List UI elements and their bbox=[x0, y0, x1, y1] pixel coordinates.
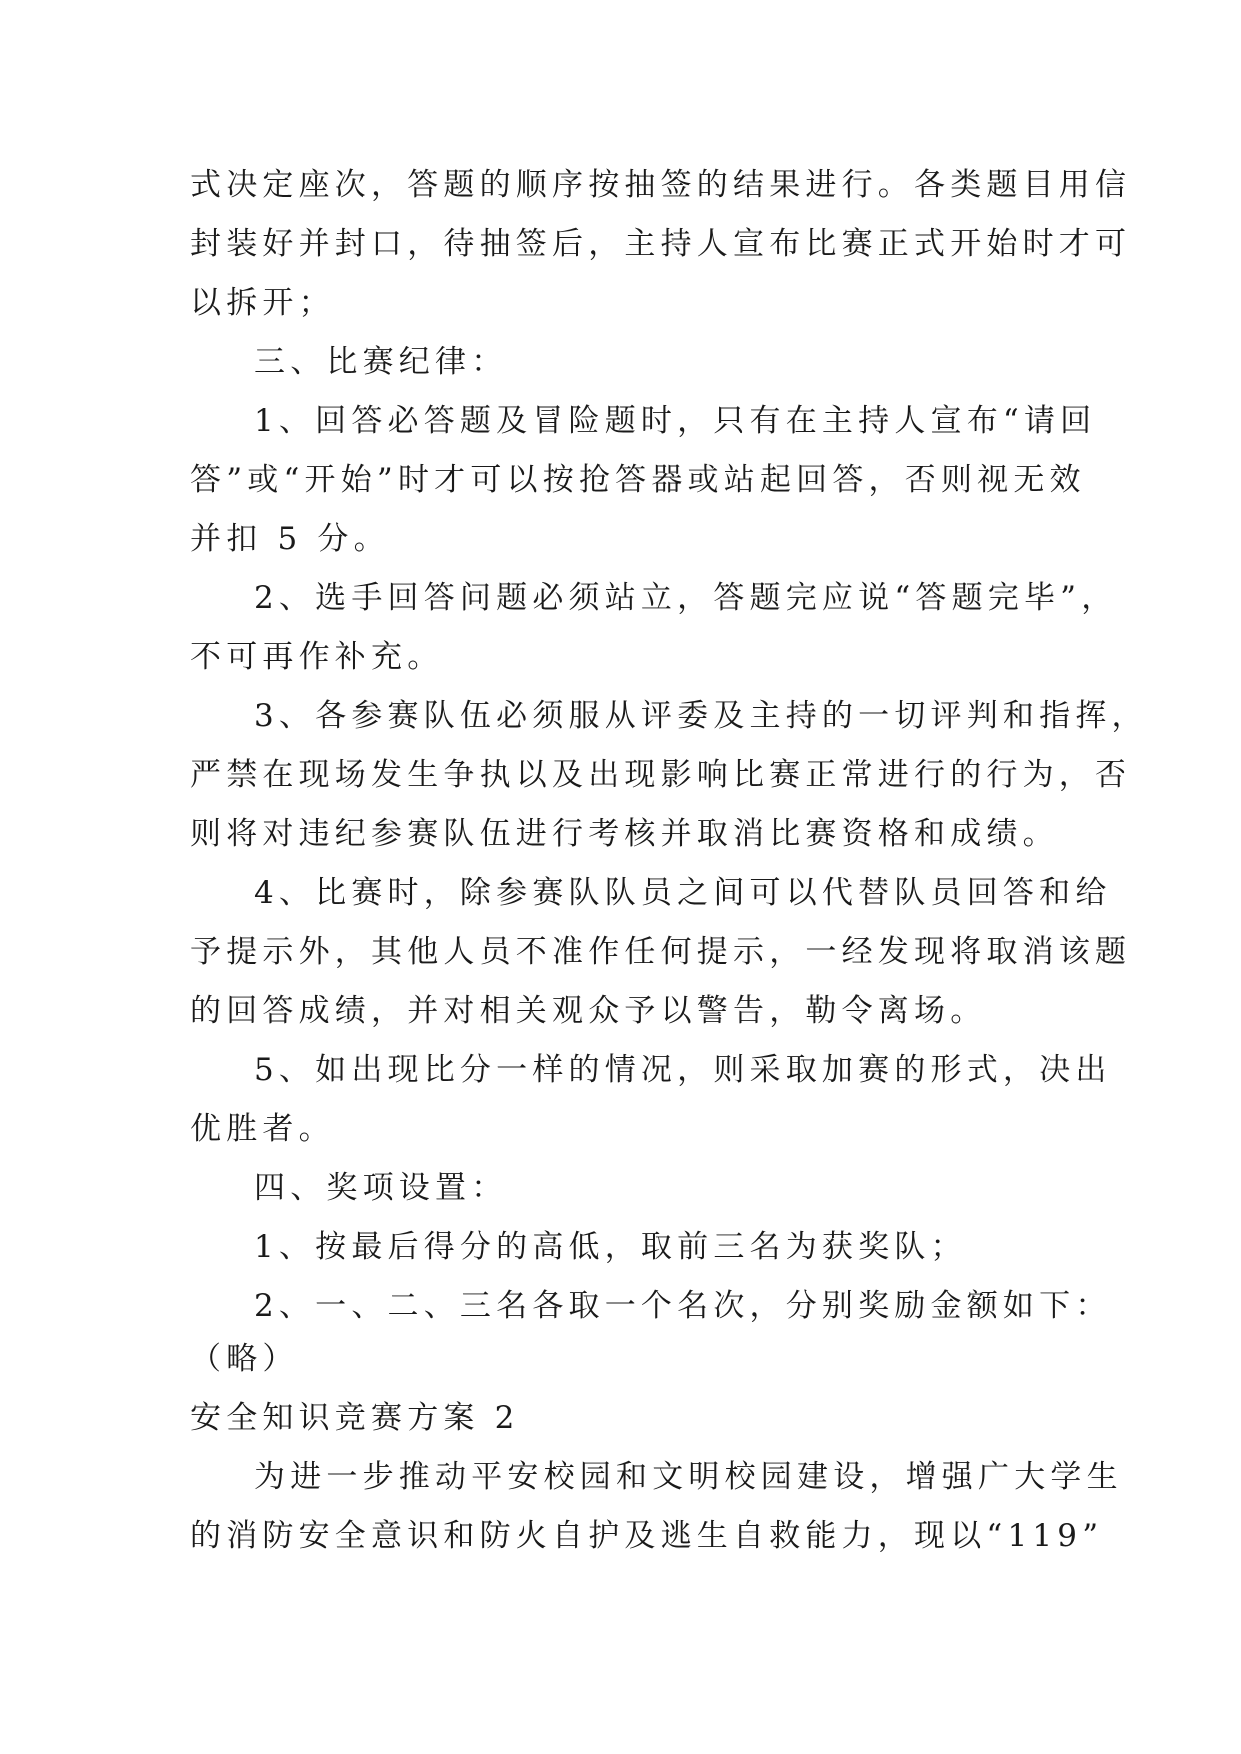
text-line: 1、按最后得分的高低，取前三名为获奖队； bbox=[254, 1229, 967, 1265]
text-line: 以拆开； bbox=[190, 285, 335, 321]
text-line: 1、回答必答题及冒险题时，只有在主持人宣布“请回 bbox=[254, 403, 1097, 439]
section-heading-awards: 四、奖项设置： bbox=[254, 1170, 508, 1206]
text-line: 3、各参赛队伍必须服从评委及主持的一切评判和指挥， bbox=[254, 698, 1148, 734]
text-line: 封装好并封口，待抽签后，主持人宣布比赛正式开始时才可 bbox=[190, 226, 1132, 262]
text-line: 2、选手回答问题必须站立，答题完应说“答题完毕”， bbox=[254, 580, 1118, 616]
text-line: 答”或“开始”时才可以按抢答器或站起回答，否则视无效 bbox=[190, 462, 1086, 498]
text-line: 不可再作补充。 bbox=[190, 639, 444, 675]
text-line: （略） bbox=[190, 1341, 299, 1377]
text-line: 5、如出现比分一样的情况，则采取加赛的形式，决出 bbox=[254, 1052, 1112, 1088]
document-title: 安全知识竞赛方案 2 bbox=[190, 1400, 520, 1436]
section-heading-competition-rules: 三、比赛纪律： bbox=[254, 344, 508, 380]
text-line: 严禁在现场发生争执以及出现影响比赛正常进行的行为，否 bbox=[190, 757, 1132, 793]
text-line: 4、比赛时，除参赛队队员之间可以代替队员回答和给 bbox=[254, 875, 1112, 911]
text-line: 2、一、二、三名各取一个名次，分别奖励金额如下： bbox=[254, 1288, 1112, 1324]
text-line: 则将对违纪参赛队伍进行考核并取消比赛资格和成绩。 bbox=[190, 816, 1059, 852]
text-line: 式决定座次，答题的顺序按抽签的结果进行。各类题目用信 bbox=[190, 167, 1132, 203]
text-line: 优胜者。 bbox=[190, 1111, 335, 1147]
text-line: 予提示外，其他人员不准作任何提示，一经发现将取消该题 bbox=[190, 934, 1132, 970]
text-line: 并扣 5 分。 bbox=[190, 521, 390, 557]
text-line: 的回答成绩，并对相关观众予以警告，勒令离场。 bbox=[190, 993, 987, 1029]
text-line: 的消防安全意识和防火自护及逃生自救能力，现以“119” bbox=[190, 1518, 1104, 1554]
text-line: 为进一步推动平安校园和文明校园建设，增强广大学生 bbox=[254, 1459, 1123, 1495]
